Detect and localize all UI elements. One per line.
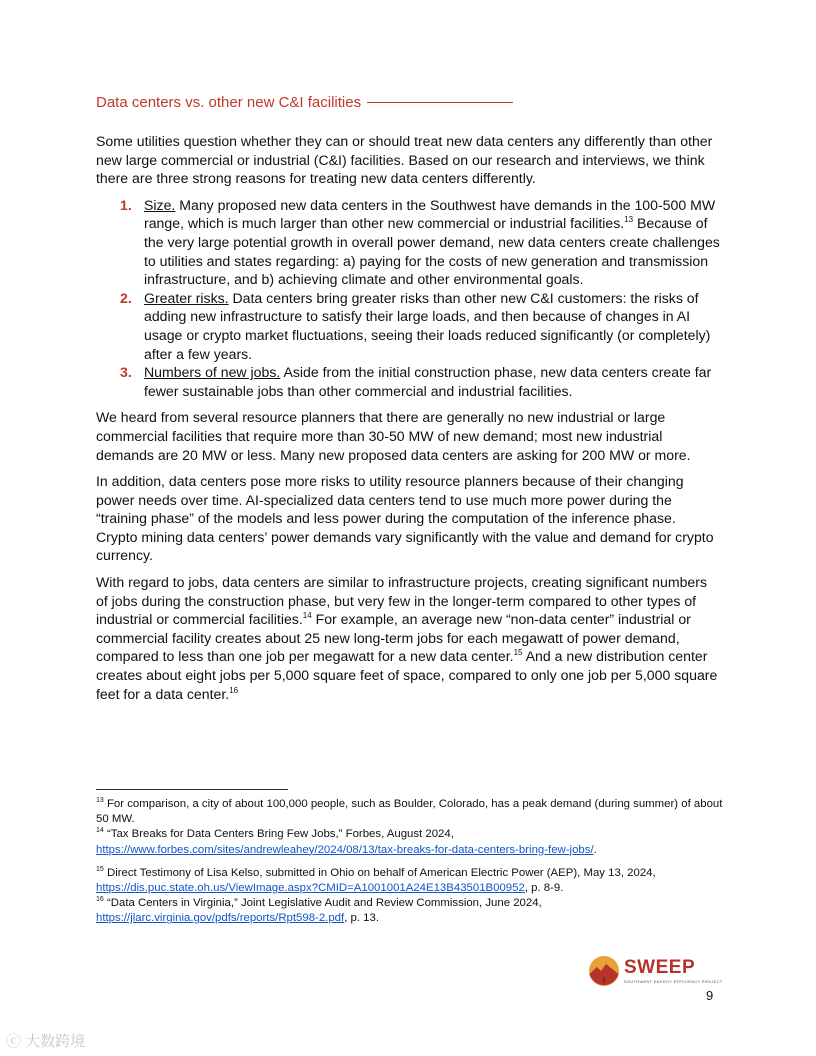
page-body: [96, 94, 720, 711]
footnote-text-after: , p. 13.: [344, 912, 380, 925]
list-number: 2.: [120, 289, 132, 306]
reason-term: Numbers of new jobs.: [144, 364, 281, 381]
list-number: 3.: [120, 364, 132, 381]
section-title-text: Data centers vs. other new C&I facilities: [96, 94, 362, 111]
footnote-ref: 14: [302, 611, 312, 621]
footnote-16: [96, 896, 726, 926]
footnote-text-after: .: [593, 843, 597, 856]
footnote-number: 13: [96, 797, 104, 804]
list-number: 1.: [120, 196, 132, 213]
jobs-text-b: For example, an average new “non-data center” industrial or commercial facility creates about 25 new long-term jobs for each megawatt of power demand, compared to less than one job per megawatt for a new data center.: [96, 611, 691, 665]
planners-paragraph: We heard from several resource planners that there are generally no new industrial or large commercial facilities that require more than 30-50 MW of new demand; most new industrial demands are 20 MW or less. Many new proposed data centers are asking for 200 MW or more.: [96, 409, 691, 463]
heading-rule: [367, 102, 513, 103]
watermark-text: 大数跨境: [25, 1033, 86, 1050]
forbes-link[interactable]: https://www.forbes.com/sites/andrewleahey/2024/08/13/tax-breaks-for-data-centers-bring-few-jobs/: [96, 843, 594, 856]
puc-ohio-link[interactable]: https://dis.puc.state.oh.us/ViewImage.aspx?CMID=A1001001A24E13B43501B00952: [96, 882, 525, 895]
reason-text: Aside from the initial construction phase, new data centers create far fewer sustainable jobs than other commercial and industrial facilities.: [144, 364, 712, 399]
reason-term: Greater risks.: [144, 289, 229, 306]
watermark-icon: ⓒ: [6, 1033, 22, 1050]
section-heading: [96, 94, 720, 111]
footnote-15: [96, 866, 726, 896]
jobs-paragraph: [96, 573, 720, 703]
logo-tagline: SOUTHWEST ENERGY EFFICIENCY PROJECT: [624, 979, 723, 984]
footnote-14: [96, 827, 726, 857]
reason-text-continued: Because of the very large potential growth in overall power demand, new data centers create challenges to utilities and states regarding: a) paying for the costs of new generation and transmission infrastructure, and b) achieving climate and other environmental goals.: [144, 215, 720, 288]
logo-wordmark: SWEEP: [624, 957, 696, 978]
list-item: [96, 196, 720, 289]
watermark: [6, 1030, 85, 1051]
list-item: [96, 289, 720, 363]
footnote-text: “Tax Breaks for Data Centers Bring Few Jobs,” Forbes, August 2024,: [103, 828, 454, 841]
footnote-text: For comparison, a city of about 100,000 people, such as Boulder, Colorado, has a peak demand (during summer) of about 50 MW.: [96, 798, 723, 826]
risks-paragraph: In addition, data centers pose more risks to utility resource planners because of their changing power needs over time. AI-specialized data centers tend to use much more power during the “training phase” of the models and less power during the computation of the inference phase. Crypto mining data centers’ power demands vary significantly with the value and demand for crypto currency.: [96, 473, 714, 564]
footnote-number: 15: [96, 865, 104, 873]
footnote-text-after: , p. 8-9.: [524, 882, 564, 895]
jobs-text-c: And a new distribution center creates about eight jobs per 5,000 square feet of space, compared to only one job per 5,000 square feet for a data center.: [96, 648, 718, 702]
footnote-ref: 13: [624, 215, 634, 225]
footnotes: [96, 797, 726, 927]
footnote-text: “Data Centers in Virginia,” Joint Legislative Audit and Review Commission, June 2024,: [103, 897, 542, 910]
footnote-number: 14: [96, 827, 104, 835]
footnote-ref: 16: [229, 685, 239, 695]
footnote-divider: [96, 789, 288, 790]
footnote-13: [96, 797, 726, 827]
footnote-ref: 15: [513, 648, 523, 658]
jlarc-link[interactable]: https://jlarc.virginia.gov/pdfs/reports/Rpt598-2.pdf: [96, 912, 345, 925]
jobs-text-a: With regard to jobs, data centers are similar to infrastructure projects, creating significant numbers of jobs during the construction phase, but very few in the longer-term compared to other types of industrial or commercial facilities.: [96, 574, 707, 628]
intro-paragraph: Some utilities question whether they can or should treat new data centers any differently than other new large commercial or industrial (C&I) facilities. Based on our research and interviews, we think there are three strong reasons for treating new data centers differently.: [96, 133, 713, 187]
sweep-logo: [588, 955, 723, 989]
footnote-text: Direct Testimony of Lisa Kelso, submitted in Ohio on behalf of American Electric Power (AEP), May 13, 2024,: [103, 866, 656, 879]
sweep-sun-icon: [588, 955, 620, 987]
footnote-number: 16: [96, 896, 104, 904]
list-item: [96, 363, 720, 400]
page-number: 9: [706, 988, 714, 1003]
reasons-list: [96, 196, 720, 401]
reason-term: Size.: [144, 196, 176, 213]
reason-text: Many proposed new data centers in the Southwest have demands in the 100-500 MW range, which is much larger than other new commercial or industrial facilities.: [144, 196, 716, 232]
reason-text: Data centers bring greater risks than other new C&I customers: the risks of adding new infrastructure to satisfy their large loads, and then because of changes in AI usage or crypto market fluctuations, seeing their loads reduced significantly (or completely) after a few years.: [144, 289, 711, 362]
